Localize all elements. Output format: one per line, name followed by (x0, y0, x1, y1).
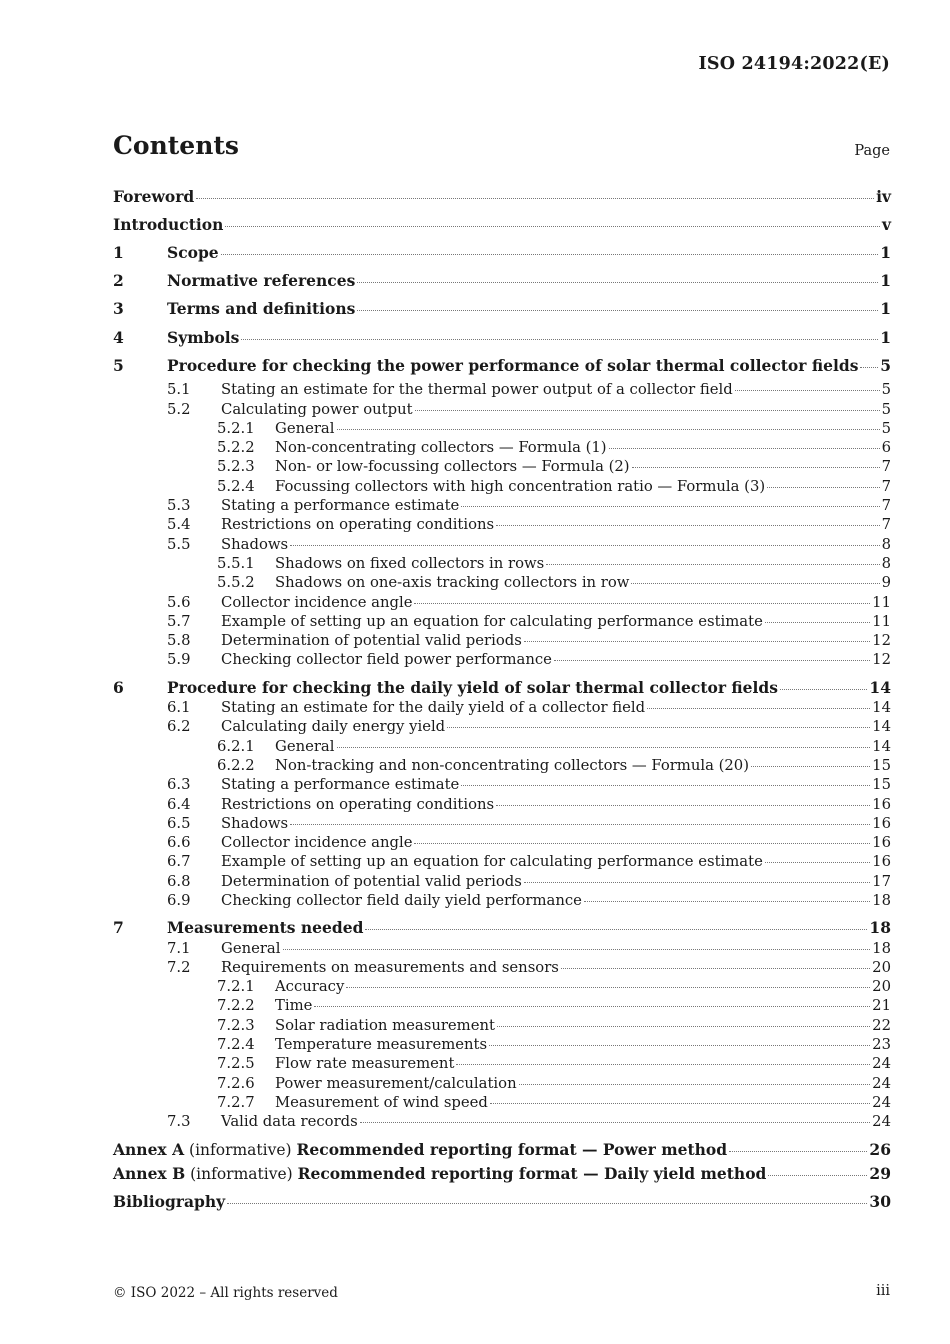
toc-entry[interactable] (113, 239, 891, 267)
toc-entry[interactable] (113, 939, 891, 958)
toc-entry[interactable] (113, 977, 891, 996)
toc-entry-page: 16 (872, 814, 891, 832)
toc-entry-number: 7.2.7 (217, 1093, 255, 1111)
toc-entry-page: 30 (869, 1192, 891, 1212)
toc-entry-page: 15 (872, 776, 891, 794)
annex-label: Annex A (113, 1139, 185, 1159)
dot-leader (357, 282, 878, 283)
dot-leader (221, 254, 879, 255)
toc-entry-title: Normative references (167, 271, 356, 291)
toc-entry-number: 5.2.4 (217, 477, 255, 495)
toc-entry[interactable] (113, 554, 891, 573)
toc-entry-title: Non-concentrating collectors — Formula (1) (275, 439, 607, 457)
toc-entry[interactable] (113, 612, 891, 631)
dot-leader (768, 1175, 867, 1176)
toc-entry-number: 5.2 (167, 400, 191, 418)
toc-entry-title: Example of setting up an equation for calculating performance estimate (221, 612, 763, 630)
toc-entry-page: 29 (869, 1163, 891, 1183)
dot-leader (456, 1064, 870, 1065)
toc-entry[interactable] (113, 1160, 891, 1188)
dot-leader (584, 901, 870, 902)
toc-entry-title: Shadows (221, 814, 289, 832)
toc-entry-title: Procedure for checking the power performance of solar thermal collector fields (167, 355, 859, 375)
toc-entry[interactable] (113, 717, 891, 736)
toc-entry[interactable] (113, 958, 891, 977)
toc-entry-number: 5.6 (167, 593, 191, 611)
toc-entry-title: Collector incidence angle (221, 593, 413, 611)
page-column-label: Page (854, 143, 890, 159)
toc-entry-page: 8 (881, 554, 891, 572)
footer-copyright: © ISO 2022 – All rights reserved (113, 1285, 338, 1301)
toc-entry[interactable] (113, 795, 891, 814)
dot-leader (461, 785, 870, 786)
toc-entry-number: 5.5.2 (217, 574, 255, 592)
toc-entry[interactable] (113, 737, 891, 756)
dot-leader (415, 410, 880, 411)
toc-entry-title (113, 1140, 727, 1160)
toc-entry[interactable] (113, 852, 891, 871)
toc-entry[interactable] (113, 1188, 891, 1216)
toc-entry-page: v (881, 214, 891, 234)
dot-leader (632, 467, 880, 468)
toc-entry-number: 6.2 (167, 718, 191, 736)
toc-entry[interactable] (113, 1016, 891, 1035)
toc-entry[interactable] (113, 419, 891, 438)
dot-leader (337, 429, 880, 430)
toc-entry-page: 12 (872, 651, 891, 669)
dot-leader (290, 545, 879, 546)
toc-entry-page: 5 (881, 381, 891, 399)
toc-entry[interactable] (113, 535, 891, 554)
dot-leader (631, 583, 879, 584)
toc-entry[interactable] (113, 775, 891, 794)
toc-entry-title: Stating an estimate for the daily yield of a collector field (221, 699, 646, 717)
dot-leader (767, 487, 879, 488)
toc-entry-number: 6.1 (167, 699, 191, 717)
toc-entry[interactable] (113, 891, 891, 910)
dot-leader (765, 622, 870, 623)
toc-entry-page: 7 (881, 516, 891, 534)
toc-entry-page: 5 (881, 419, 891, 437)
toc-entry-title: Symbols (167, 327, 240, 347)
dot-leader (314, 1006, 870, 1007)
toc-entry-number: 7.1 (167, 939, 191, 957)
toc-entry[interactable] (113, 515, 891, 534)
dot-leader (546, 564, 879, 565)
toc-entry-number: 5.5.1 (217, 554, 255, 572)
toc-entry-title: Shadows on one-axis tracking collectors in row (275, 574, 630, 592)
toc-entry-number: 6.4 (167, 795, 191, 813)
dot-leader (337, 747, 871, 748)
toc-entry[interactable] (113, 295, 891, 323)
toc-entry[interactable] (113, 1093, 891, 1112)
toc-entry-page: 16 (872, 795, 891, 813)
toc-entry-number: 5.8 (167, 632, 191, 650)
dot-leader (241, 339, 878, 340)
dot-leader (447, 727, 870, 728)
toc-entry-page: 14 (872, 718, 891, 736)
dot-leader (461, 506, 879, 507)
toc-entry[interactable] (113, 650, 891, 669)
toc-entry-title: Flow rate measurement (275, 1055, 455, 1073)
dot-leader (554, 660, 870, 661)
toc-entry[interactable] (113, 267, 891, 295)
toc-entry-page: 16 (872, 834, 891, 852)
toc-entry-title: Measurements needed (167, 918, 364, 938)
toc-entry-number: 2 (113, 271, 124, 291)
toc-entry-title: Restrictions on operating conditions (221, 516, 495, 534)
toc-entry[interactable] (113, 324, 891, 352)
toc-entry[interactable] (113, 1054, 891, 1073)
table-of-contents (113, 183, 891, 1216)
toc-entry[interactable] (113, 352, 891, 380)
dot-leader (360, 1122, 870, 1123)
toc-entry[interactable] (113, 678, 891, 698)
toc-entry[interactable] (113, 593, 891, 612)
toc-entry-number: 7.2 (167, 958, 191, 976)
dot-leader (365, 929, 867, 930)
toc-entry-page: 20 (872, 958, 891, 976)
toc-entry-page: 18 (872, 939, 891, 957)
toc-entry-title: Accuracy (275, 978, 345, 996)
toc-entry-number: 5.4 (167, 516, 191, 534)
toc-entry-number: 1 (113, 242, 124, 262)
toc-entry-number: 6.7 (167, 853, 191, 871)
toc-entry-number: 6.5 (167, 814, 191, 832)
toc-entry-page: 16 (872, 853, 891, 871)
dot-leader (290, 824, 870, 825)
annex-note: (informative) (185, 1164, 298, 1183)
toc-entry-number: 4 (113, 327, 124, 347)
dot-leader (283, 949, 871, 950)
toc-entry-number: 5.3 (167, 497, 191, 515)
toc-entry[interactable] (113, 438, 891, 457)
toc-entry-number: 5.2.2 (217, 439, 255, 457)
dot-leader (346, 987, 870, 988)
toc-entry-page: iv (876, 187, 891, 206)
dot-leader (489, 1045, 870, 1046)
toc-entry-number: 5.9 (167, 651, 191, 669)
toc-entry[interactable] (113, 211, 891, 239)
toc-entry-page: 11 (872, 593, 891, 611)
toc-entry-page: 7 (881, 477, 891, 495)
toc-entry-title: Calculating daily energy yield (221, 718, 446, 736)
dot-leader (780, 689, 867, 690)
contents-title: Contents (113, 131, 240, 160)
toc-entry-number: 5.2.3 (217, 458, 255, 476)
dot-leader (561, 968, 870, 969)
toc-entry-page: 15 (872, 756, 891, 774)
toc-entry-page: 23 (872, 1036, 891, 1054)
toc-entry-title: Calculating power output (221, 400, 413, 418)
toc-entry-title: Stating a performance estimate (221, 497, 460, 515)
dot-leader (524, 882, 870, 883)
dot-leader (490, 1103, 870, 1104)
toc-entry[interactable] (113, 631, 891, 650)
toc-entry-page: 11 (872, 612, 891, 630)
toc-entry-title: Collector incidence angle (221, 834, 413, 852)
dot-leader (225, 226, 880, 227)
annex-title: Recommended reporting format — Daily yield method (297, 1163, 767, 1183)
toc-entry-title: Solar radiation measurement (275, 1016, 495, 1034)
toc-entry-title: Stating an estimate for the thermal power output of a collector field (221, 381, 733, 399)
toc-entry[interactable] (113, 380, 891, 399)
toc-entry-page: 26 (869, 1139, 891, 1159)
toc-entry-title: Foreword (113, 187, 195, 206)
dot-leader (357, 310, 878, 311)
dot-leader (647, 708, 870, 709)
annex-note: (informative) (184, 1140, 297, 1159)
toc-entry-number: 7.2.3 (217, 1016, 255, 1034)
toc-entry-title: Non-tracking and non-concentrating collectors — Formula (20) (275, 756, 749, 774)
toc-entry-number: 5.1 (167, 381, 191, 399)
toc-entry-number: 7.2.5 (217, 1055, 255, 1073)
toc-entry-page: 24 (872, 1093, 891, 1111)
toc-entry-title: Procedure for checking the daily yield of solar thermal collector fields (167, 677, 778, 697)
toc-entry-title (113, 1160, 766, 1188)
toc-entry-number: 7.2.6 (217, 1074, 255, 1092)
toc-entry-title: Non- or low-focussing collectors — Formula (2) (275, 458, 630, 476)
toc-entry-page: 20 (872, 978, 891, 996)
toc-entry-page: 1 (880, 299, 891, 319)
dot-leader (519, 1084, 871, 1085)
toc-entry-page: 24 (872, 1055, 891, 1073)
toc-entry[interactable] (113, 814, 891, 833)
annex-label: Annex B (113, 1163, 186, 1183)
toc-entry-number: 5.5 (167, 535, 191, 553)
toc-entry-title: General (221, 939, 281, 957)
toc-entry-title: Bibliography (113, 1192, 226, 1212)
toc-entry[interactable] (113, 477, 891, 496)
toc-entry-number: 6 (113, 677, 124, 697)
toc-entry-title: Determination of potential valid periods (221, 632, 522, 650)
document-id: ISO 24194:2022(E) (698, 54, 890, 74)
toc-entry-page: 5 (881, 400, 891, 418)
toc-entry[interactable] (113, 1074, 891, 1093)
dot-leader (609, 448, 880, 449)
toc-entry[interactable] (113, 183, 891, 211)
dot-leader (765, 862, 870, 863)
dot-leader (860, 367, 878, 368)
dot-leader (497, 1026, 870, 1027)
dot-leader (524, 641, 870, 642)
toc-entry[interactable] (113, 833, 891, 852)
toc-entry-number: 7.2.4 (217, 1036, 255, 1054)
toc-entry-title: Introduction (113, 214, 224, 234)
toc-entry-number: 5.7 (167, 612, 191, 630)
toc-entry-page: 1 (880, 327, 891, 347)
toc-entry-number: 6.2.1 (217, 737, 255, 755)
dot-leader (496, 525, 879, 526)
toc-entry-title: Valid data records (221, 1113, 358, 1131)
dot-leader (196, 198, 874, 199)
toc-entry-title: Requirements on measurements and sensors (221, 958, 559, 976)
toc-entry-number: 5 (113, 355, 124, 375)
toc-entry-page: 18 (872, 892, 891, 909)
toc-entry[interactable] (113, 1112, 891, 1131)
toc-entry-title: Terms and definitions (167, 299, 356, 319)
toc-entry-number: 7.2.2 (217, 997, 255, 1015)
toc-entry-page: 22 (872, 1016, 891, 1034)
toc-entry-number: 7.2.1 (217, 978, 255, 996)
toc-entry-title: General (275, 419, 335, 437)
toc-entry-page: 24 (872, 1074, 891, 1092)
toc-entry-number: 5.2.1 (217, 419, 255, 437)
toc-entry[interactable] (113, 496, 891, 515)
toc-entry-page: 18 (869, 918, 891, 938)
toc-entry-title: Checking collector field daily yield performance (221, 892, 582, 909)
toc-entry-title: Determination of potential valid periods (221, 872, 522, 890)
toc-entry-title: Time (275, 997, 313, 1015)
toc-entry-number: 7.3 (167, 1113, 191, 1131)
toc-entry[interactable] (113, 1140, 891, 1160)
toc-entry[interactable] (113, 457, 891, 476)
toc-entry[interactable] (113, 1035, 891, 1054)
toc-entry-page: 14 (872, 699, 891, 717)
toc-entry-page: 5 (880, 355, 891, 375)
toc-entry-page: 14 (872, 737, 891, 755)
toc-entry[interactable] (113, 698, 891, 717)
toc-entry-page: 1 (880, 271, 891, 291)
toc-entry-page: 1 (880, 242, 891, 262)
dot-leader (414, 843, 870, 844)
dot-leader (496, 805, 870, 806)
toc-entry-title: Measurement of wind speed (275, 1093, 488, 1111)
toc-entry-title: Stating a performance estimate (221, 776, 460, 794)
toc-entry-page: 7 (881, 497, 891, 515)
toc-entry-title: Power measurement/calculation (275, 1074, 517, 1092)
toc-entry-number: 6.8 (167, 872, 191, 890)
toc-entry-title: General (275, 737, 335, 755)
toc-entry[interactable] (113, 400, 891, 419)
dot-leader (729, 1151, 867, 1152)
toc-entry-title: Checking collector field power performance (221, 651, 552, 669)
dot-leader (414, 603, 870, 604)
toc-entry[interactable] (113, 573, 891, 592)
dot-leader (751, 766, 870, 767)
toc-entry-page: 6 (881, 439, 891, 457)
dot-leader (227, 1203, 867, 1204)
toc-entry-page: 14 (869, 677, 891, 697)
toc-entry-number: 7 (113, 918, 124, 938)
toc-entry-title: Temperature measurements (275, 1036, 488, 1054)
toc-entry[interactable] (113, 996, 891, 1015)
toc-entry-page: 7 (881, 458, 891, 476)
toc-entry-title: Scope (167, 242, 219, 262)
toc-entry-page: 9 (881, 574, 891, 592)
toc-entry-page: 17 (872, 872, 891, 890)
toc-entry-number: 6.6 (167, 834, 191, 852)
toc-entry-number: 6.3 (167, 776, 191, 794)
toc-entry[interactable] (113, 918, 891, 938)
annex-title: Recommended reporting format — Power method (296, 1139, 728, 1159)
toc-entry-page: 8 (881, 535, 891, 553)
toc-entry-title: Example of setting up an equation for calculating performance estimate (221, 853, 763, 871)
toc-entry-title: Shadows (221, 535, 289, 553)
toc-entry-title: Shadows on fixed collectors in rows (275, 554, 545, 572)
toc-entry-page: 21 (872, 997, 891, 1015)
toc-entry-number: 3 (113, 299, 124, 319)
dot-leader (735, 390, 880, 391)
toc-entry-number: 6.9 (167, 892, 191, 909)
toc-entry-page: 24 (872, 1113, 891, 1131)
toc-entry[interactable] (113, 872, 891, 891)
toc-entry[interactable] (113, 756, 891, 775)
toc-entry-page: 12 (872, 632, 891, 650)
toc-entry-number: 6.2.2 (217, 756, 255, 774)
toc-entry-title: Restrictions on operating conditions (221, 795, 495, 813)
toc-entry-title: Focussing collectors with high concentration ratio — Formula (3) (275, 477, 766, 495)
footer-page-number: iii (876, 1283, 890, 1299)
